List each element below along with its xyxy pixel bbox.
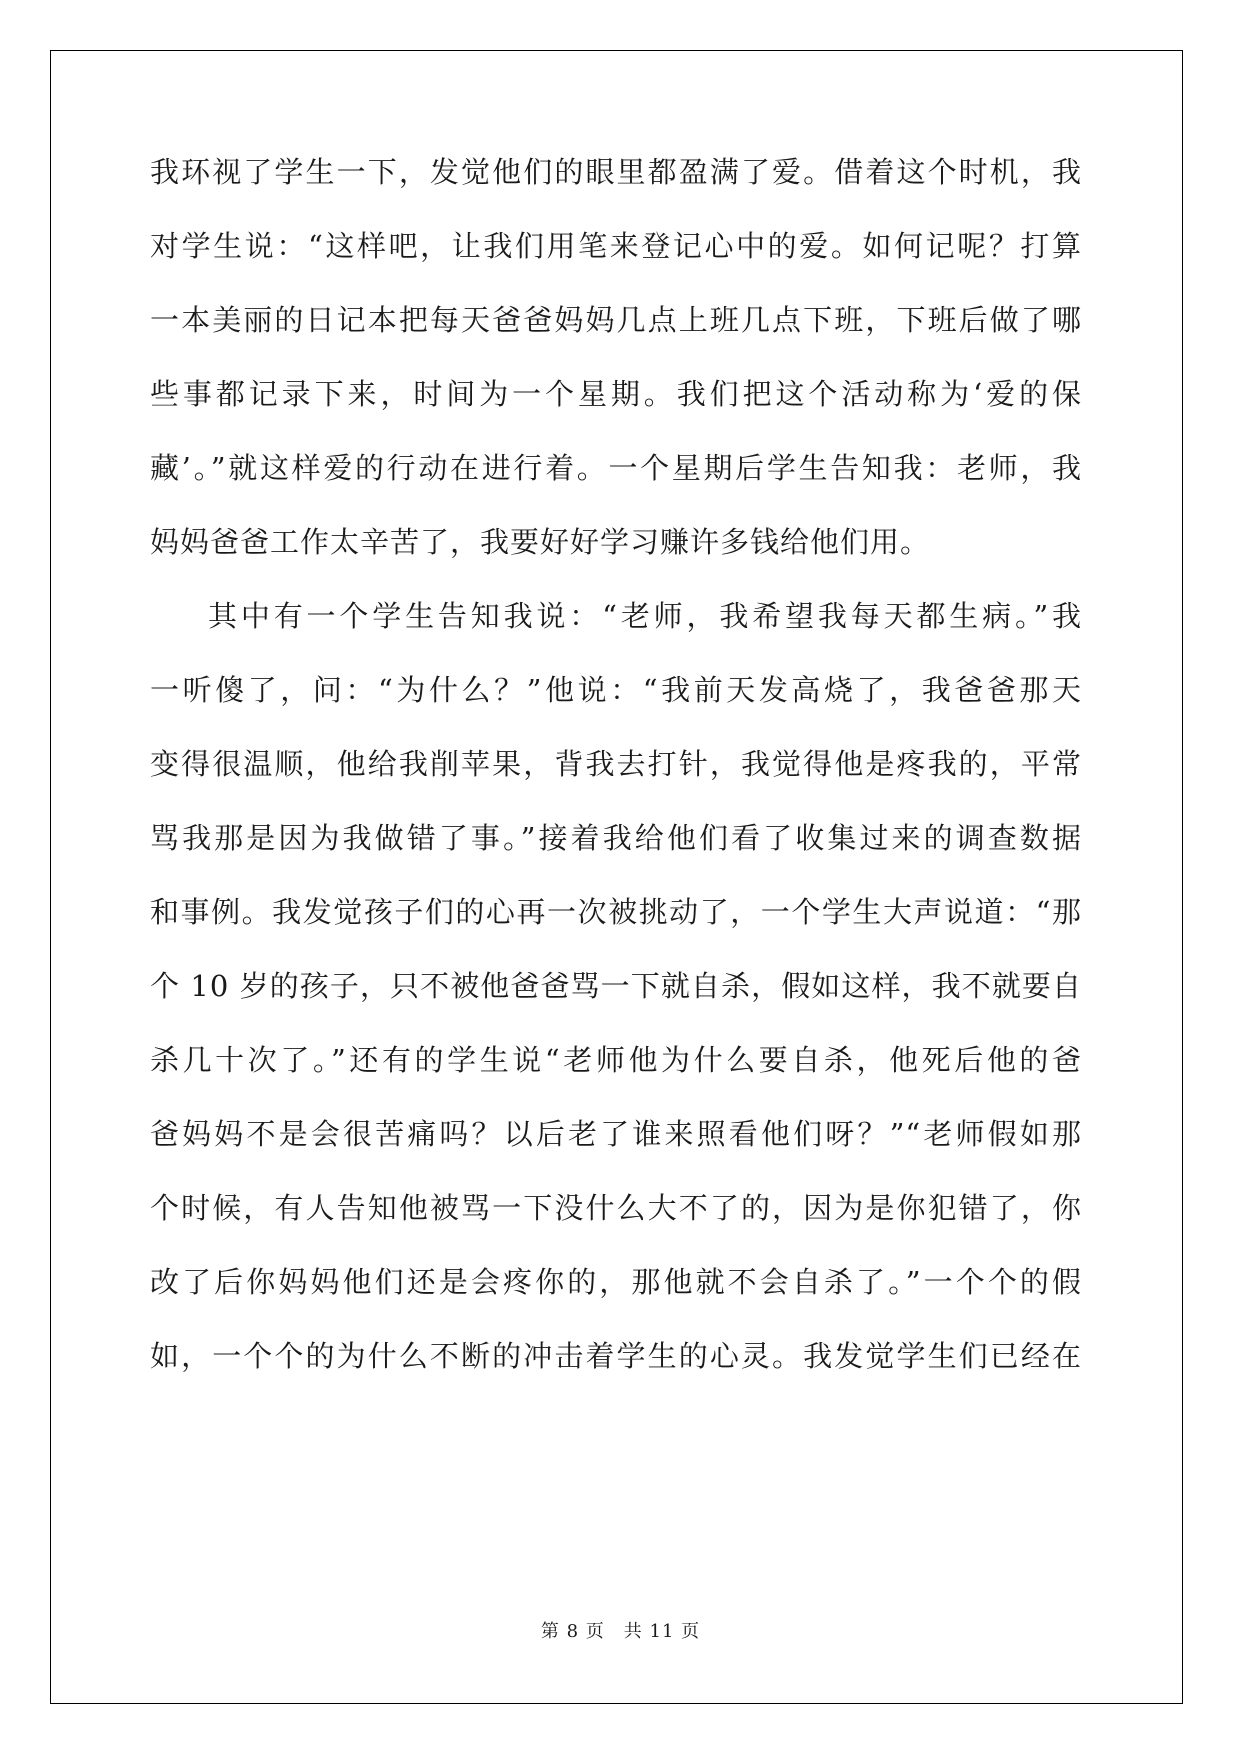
text-line: 改了后你妈妈他们还是会疼你的，那他就不会自杀了。”一个个的假 (150, 1265, 1082, 1299)
text-line: 我环视了学生一下，发觉他们的眼里都盈满了爱。借着这个时机，我 (150, 155, 1082, 189)
text-line: 杀几十次了。”还有的学生说“老师他为什么要自杀，他死后他的爸 (150, 1043, 1082, 1077)
page-border (50, 50, 1183, 1704)
text-line: 和事例。我发觉孩子们的心再一次被挑动了，一个学生大声说道：“那 (150, 895, 1082, 929)
text-line: 骂我那是因为我做错了事。”接着我给他们看了收集过来的调查数据 (150, 821, 1082, 855)
text-line: 对学生说：“这样吧，让我们用笔来登记心中的爱。如何记呢？打算 (150, 229, 1082, 263)
text-line: 一本美丽的日记本把每天爸爸妈妈几点上班几点下班，下班后做了哪 (150, 303, 1082, 337)
page-number-footer: 第 8 页 共 11 页 (540, 1621, 701, 1642)
text-line: 个时候，有人告知他被骂一下没什么大不了的，因为是你犯错了，你 (150, 1191, 1082, 1225)
text-line: 一听傻了，问：“为什么？”他说：“我前天发高烧了，我爸爸那天 (150, 673, 1082, 707)
text-line: 个 10 岁的孩子，只不被他爸爸骂一下就自杀，假如这样，我不就要自 (150, 969, 1082, 1003)
text-line: 藏’。”就这样爱的行动在进行着。一个星期后学生告知我：老师，我 (150, 451, 1082, 485)
text-line: 爸妈妈不是会很苦痛吗？以后老了谁来照看他们呀？”“老师假如那 (150, 1117, 1082, 1151)
text-line: 些事都记录下来，时间为一个星期。我们把这个活动称为‘爱的保 (150, 377, 1082, 411)
text-line: 变得很温顺，他给我削苹果，背我去打针，我觉得他是疼我的，平常 (150, 747, 1082, 781)
paragraph-first-line: 其中有一个学生告知我说：“老师，我希望我每天都生病。”我 (208, 599, 1082, 633)
text-line: 妈妈爸爸工作太辛苦了，我要好好学习赚许多钱给他们用。 (150, 525, 931, 559)
text-line: 如，一个个的为什么不断的冲击着学生的心灵。我发觉学生们已经在 (150, 1339, 1082, 1373)
